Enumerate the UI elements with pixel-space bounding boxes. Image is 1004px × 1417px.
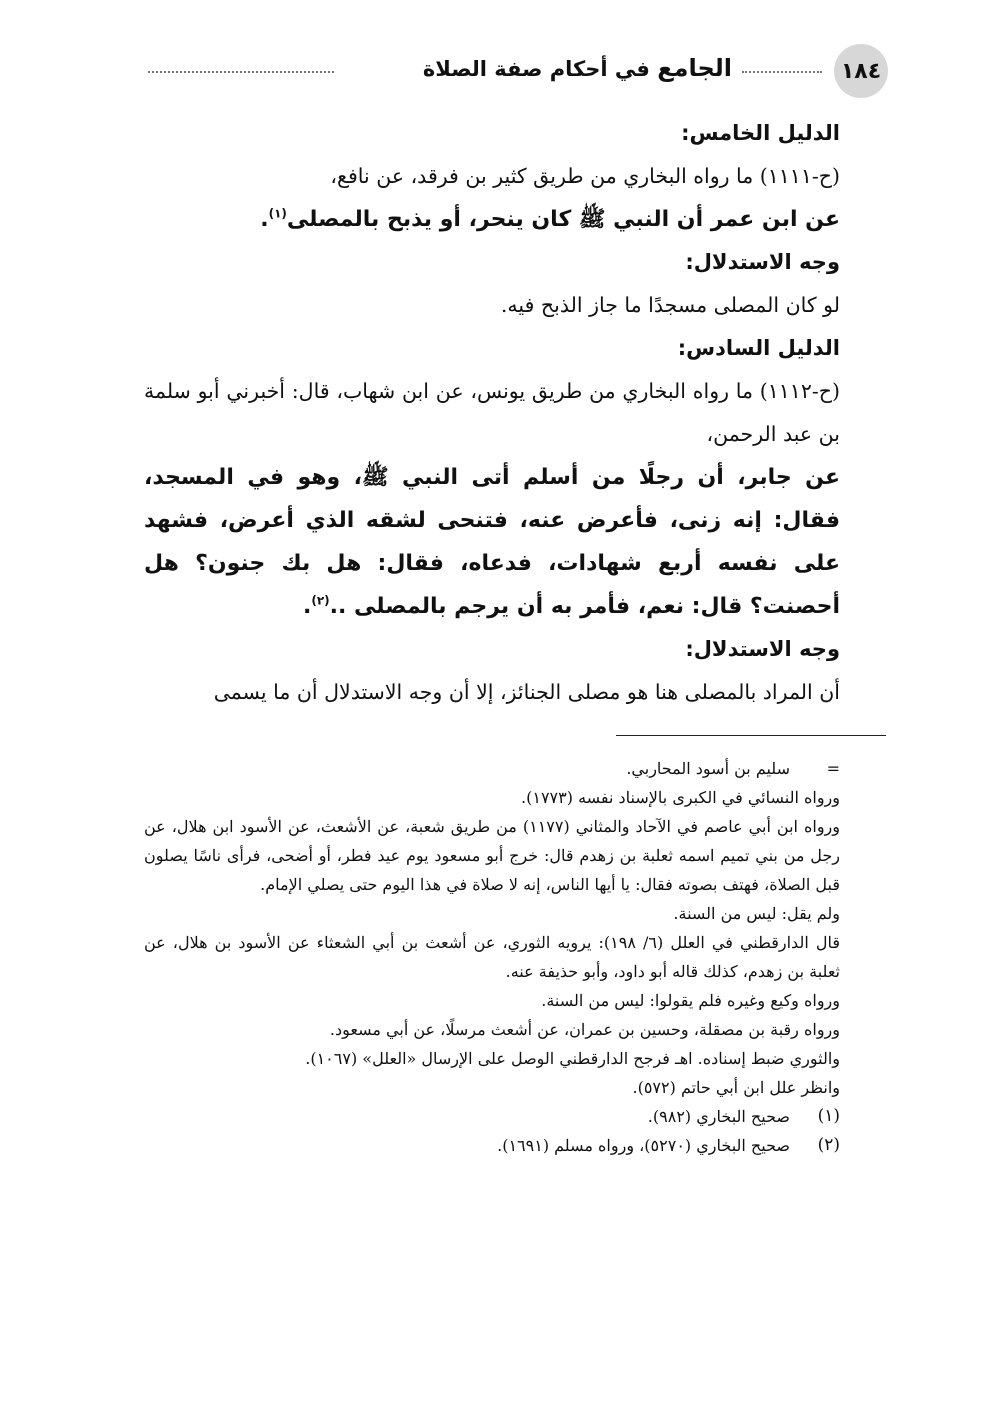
hadith-1111-matn: عن ابن عمر أن النبي ﷺ كان ينحر، أو يذبح بالمصلى [286,207,840,232]
book-title-main: الجامع [657,54,732,82]
continuation-marker: = [826,759,840,778]
hadith-1112-text [144,456,840,628]
main-text [144,112,840,714]
continuation-text: سليم بن أسود المحاربي. [626,759,790,778]
footnote-divider [616,735,886,736]
page-header [144,44,888,98]
footnote-1-number: (١) [817,1106,840,1126]
wajh-1-text: لو كان المصلى مسجدًا ما جاز الذبح فيه. [500,293,840,317]
heading-evidence-6: الدليل السادس: [677,336,840,360]
hadith-1111-text [144,198,840,241]
footnotes [144,754,840,1160]
footnote-line: ورواه رقبة بن مصقلة، وحسين بن عمران، عن أشعث مرسلًا، عن أبي مسعود. [329,1020,840,1039]
header-dots-left [148,71,334,73]
heading-evidence-5: الدليل الخامس: [681,121,840,145]
hadith-1112-chain: (ح-١١١٢) ما رواه البخاري من طريق يونس، عن ابن شهاب، قال: أخبرني أبو سلمة بن عبد الرحمن، [144,379,840,446]
footnote-line: قال الدارقطني في العلل (٦/ ١٩٨): يرويه الثوري، عن أشعث بن أبي الشعثاء عن الأسود بن هلال، عن ثعلبة بن زهدم، كذلك قاله أبو داود، وأبو حذيفة عنه. [144,933,841,981]
footnote-continuation [144,754,840,783]
footnote-line: وانظر علل ابن أبي حاتم (٥٧٢). [632,1078,840,1097]
footnote-2-number: (٢) [817,1135,840,1155]
footnote-ref-2[interactable]: (٢) [311,593,330,608]
header-dots-right [742,71,822,73]
hadith-1112-end: . [303,594,312,619]
footnote-2 [144,1131,840,1160]
footnote-line: والثوري ضبط إسناده. اهـ فرجح الدارقطني الوصل على الإرسال «العلل» (١٠٦٧). [305,1049,840,1068]
footnote-ref-1[interactable]: (١) [268,206,287,221]
hadith-1111-chain: (ح-١١١١) ما رواه البخاري من طريق كثير بن فرقد، عن نافع، [330,164,840,188]
footnote-line: ورواه النسائي في الكبرى بالإسناد نفسه (١٧٧٣). [521,788,840,807]
hadith-1111-end: . [260,207,269,232]
footnote-line: ورواه وكيع وغيره فلم يقولوا: ليس من السنة. [541,991,840,1010]
heading-wajh-1: وجه الاستدلال: [685,250,840,274]
page-number: ١٨٤ [834,44,888,98]
heading-wajh-2: وجه الاستدلال: [685,637,840,661]
wajh-2-text: أن المراد بالمصلى هنا هو مصلى الجنائز، إلا أن وجه الاستدلال أن ما يسمى [213,680,840,704]
footnote-1 [144,1102,840,1131]
footnote-line: ولم يقل: ليس من السنة. [673,904,840,923]
footnote-1-text: صحيح البخاري (٩٨٢). [647,1107,790,1126]
footnote-line: ورواه ابن أبي عاصم في الآحاد والمثاني (١١٧٧) من طريق شعبة، عن الأشعث، عن الأسود ابن هلال، عن رجل من بني تميم اسمه ثعلبة بن زهدم قال: خرج أبو مسعود يوم عيد فطر، أو أضحى، فرأى ناسًا يصلون قبل الصلاة، فهتف بصوته فقال: يا أيها الناس، إنه لا صلاة في هذا اليوم حتى يصلي الإمام. [144,817,840,894]
book-title [423,54,732,82]
footnote-2-text: صحيح البخاري (٥٢٧٠)، ورواه مسلم (١٦٩١). [497,1136,790,1155]
hadith-1112-matn: عن جابر، أن رجلًا من أسلم أتى النبي ﷺ، وهو في المسجد، فقال: إنه زنى، فأعرض عنه، فتنحى لشقه الذي أعرض، فشهد على نفسه أربع شهادات، فدعاه، فقال: هل بك جنون؟ هل أحصنت؟ قال: نعم، فأمر به أن يرجم بالمصلى .. [144,465,840,619]
book-title-rest: في أحكام صفة الصلاة [422,57,650,81]
